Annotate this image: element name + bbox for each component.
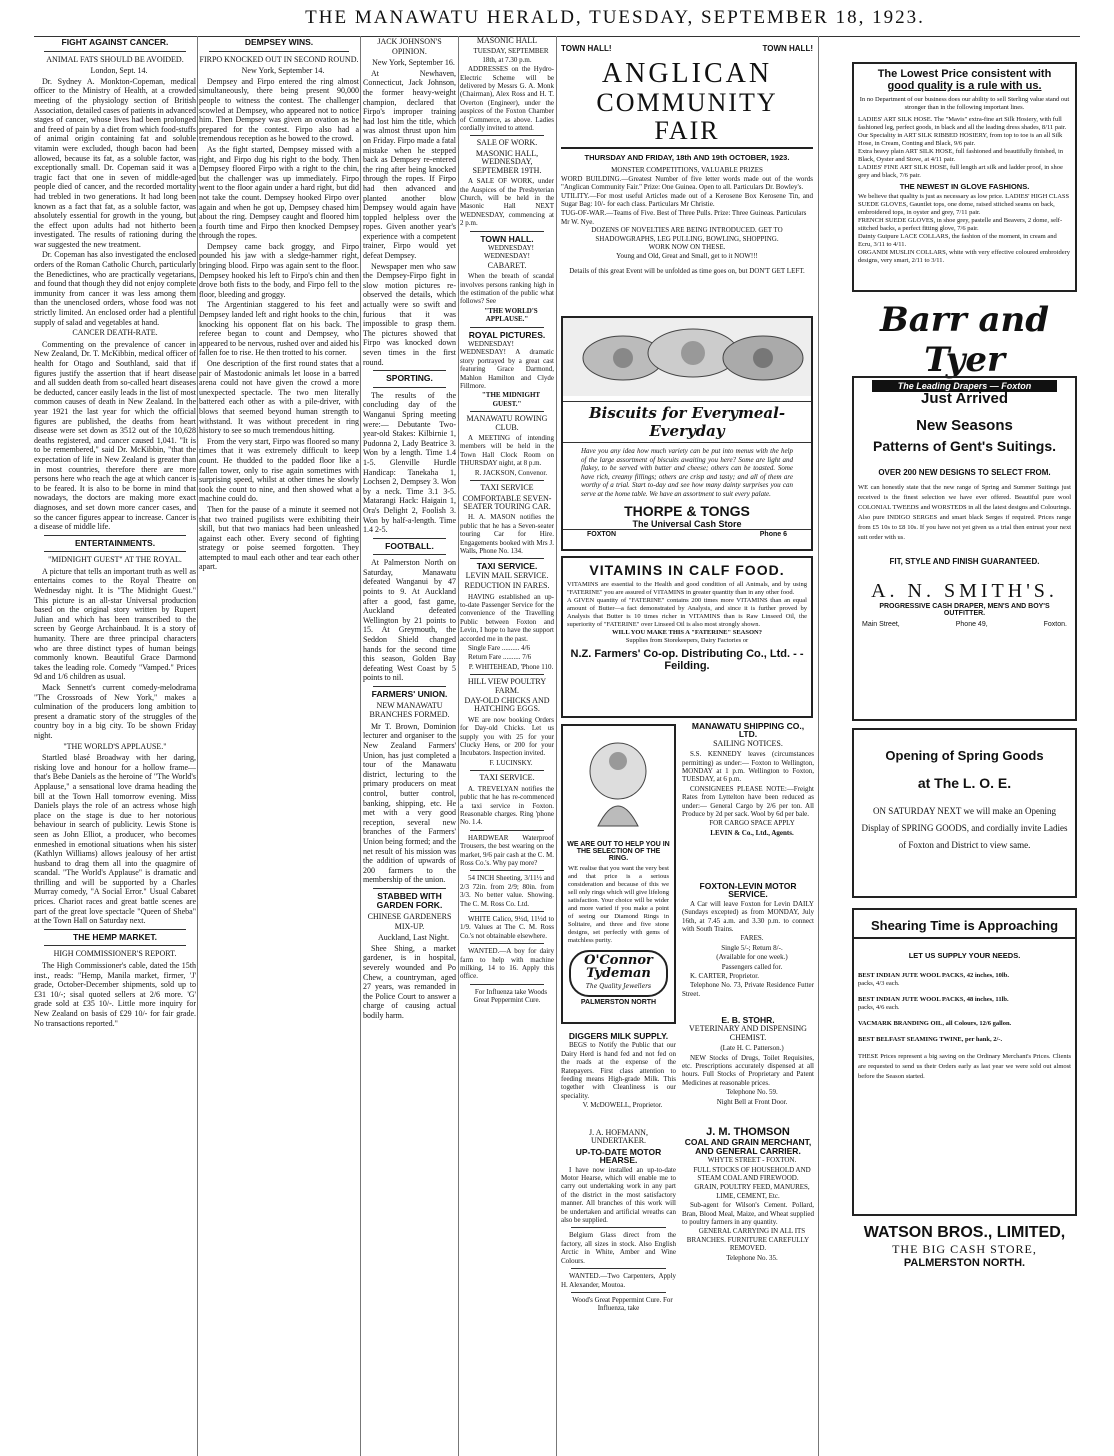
rule: [373, 686, 446, 687]
ad-title: New Seasons: [916, 417, 1013, 434]
article-body: The Argentinian staggered to his feet and Dempsey landed left and right hooks to the chin, knocking his opponent flat on his back. The referee began to count and Dempsey, who appeared to be nervous, rushed over and aided his fallen foe to rise. He then trotted to his corner.: [199, 300, 359, 358]
article-headline: ENTERTAINMENTS.: [74, 537, 156, 548]
ad-firm: N.Z. Farmers' Co-op. Distributing Co., Ltd. - - Feilding.: [570, 648, 804, 672]
notice-body: HARDWEAR Waterproof Trousers, the best wearing on the market, 9/6 pair cash at the C. M. Ross Co.'s. Why pay more?: [460, 833, 554, 867]
thomson-notice: [682, 1126, 814, 1446]
notice-title: LEVIN MAIL SERVICE.: [465, 570, 549, 580]
ad-item: LADIES' FINE ART SILK HOSE, full length art silk and ladder proof, in shoe grey and black, 7/6 pair.: [858, 164, 1063, 179]
foxton-levin-notice: [682, 880, 814, 1012]
ad-text: Supplies from Storekeepers, Dairy Factories or: [625, 637, 749, 644]
ad-title: at The L. O. E.: [917, 775, 1012, 791]
ad-subtitle: OVER 200 NEW DESIGNS TO SELECT FROM.: [878, 468, 1051, 477]
ad-title: good quality is a rule with us.: [887, 80, 1042, 92]
ad-text: WORD BUILDING.—Greatest Number of five letter words made out of the words "Anglican Community Fair." Prize: One Guinea. Open to all. Particulars Dr. Bowley's.: [561, 174, 813, 192]
notice-body: NEW Stocks of Drugs, Toilet Requisites, etc. Prescriptions accurately dispensed at all hours. Full Stocks of Proprietary and Patent Medicines at reasonable prices.: [682, 1053, 814, 1087]
logo-text: Tydeman: [586, 966, 651, 981]
ad-title: ANGLICAN: [601, 58, 773, 89]
notice-date: TUESDAY, SEPTEMBER 18th, at 7.30 p.m.: [473, 47, 549, 64]
barr-tyer-ad: [852, 62, 1077, 292]
rule: [373, 538, 446, 539]
notice-signature: P. WHITEHEAD, 'Phone 110.: [468, 662, 554, 671]
ad-title: COMMUNITY FAIR: [561, 89, 813, 149]
shop-street: Main Street,: [862, 621, 900, 628]
notice-title: MANAWATU ROWING CLUB.: [466, 414, 548, 432]
rule: [44, 535, 186, 536]
rule: [44, 929, 186, 930]
notice-body: WE are now booking Orders for Day-old Chicks. Let us supply you with 25 for your Clucky Hens, or 200 for your Incubators. Inspection invited.: [460, 715, 554, 758]
rule: [470, 135, 544, 136]
ad-dates: THURSDAY AND FRIDAY, 18th AND 19th OCTOBER, 1923.: [584, 153, 790, 162]
notice-body: S.S. KENNEDY leaves (circumstances permitting) as under:— Foxton to Wellington, MONDAY at 1 p.m. Wellington to Foxton, TUESDAY, at 6 p.m.: [682, 750, 814, 784]
column-4-classifieds: [460, 36, 554, 1456]
ad-text: TUG-OF-WAR.—Teams of Five. Best of Three Pulls. Prize: Three Guineas. Particulars Mr W. Nye.: [561, 208, 807, 226]
ad-item: BEST BELFAST SEAMING TWINE, per hank, 2/-.: [858, 1036, 1003, 1043]
masthead-title: THE MANAWATU HERALD, TUESDAY, SEPTEMBER 18, 1923.: [305, 7, 925, 28]
article-headline: SPORTING.: [386, 373, 433, 384]
ad-text: ON SATURDAY NEXT we will make an Opening Display of SPRING GOODS, and cordially invite Ladies of Foxton and District to view same.: [861, 806, 1068, 850]
notice-title: E. B. STOHR.: [721, 1015, 775, 1025]
notice-body: "THE WORLD'S APPLAUSE.": [484, 306, 538, 324]
article-subhead: NEW MANAWATU BRANCHES FORMED.: [369, 700, 450, 720]
ad-item: ORGANDI MUSLIN COLLARS, white with very effective coloured embroidery designs, very smart, 2/11 to 3/11.: [858, 249, 1070, 264]
shop-sub: The Universal Cash Store: [632, 518, 742, 529]
notice-title: MASONIC HALL, WEDNESDAY, SEPTEMBER 19TH.: [472, 148, 542, 175]
shop-sub: THE BIG CASH STORE,: [892, 1242, 1037, 1256]
notice-title: DAY-OLD CHICKS AND HATCHING EGGS.: [464, 696, 550, 714]
shipping-notice: [682, 720, 814, 878]
an-smith-ad: [852, 376, 1077, 721]
rule: [470, 327, 544, 328]
notice-title: TAXI SERVICE.: [479, 773, 535, 783]
vitamins-ad: [561, 556, 813, 718]
notice-body: Telephone No. 35.: [726, 1253, 778, 1262]
notice-body: WANTED.—Two Carpenters, Apply H. Alexander, Moutoa.: [561, 1272, 676, 1289]
notice-body: WHYTE STREET - FOXTON.: [707, 1156, 797, 1165]
article-headline: FIGHT AGAINST CANCER.: [61, 37, 169, 47]
ad-item: BEST INDIAN JUTE WOOL PACKS, 42 inches, 10lb.: [858, 972, 1009, 979]
notice-title: J. A. HOFMANN, UNDERTAKER.: [589, 1128, 648, 1146]
article-headline: FOOTBALL.: [385, 540, 434, 551]
notice-body: A Car will leave Foxton for Levin DAILY (Sundays excepted) as from MONDAY, July 16th, at 7.45 a.m. and 3.30 p.m. to connect with South Trains.: [682, 899, 814, 934]
notice-body: Belgium Glass direct from the factory, all sizes in stock. Also English Arctic in White, Amber and Wine Colours.: [561, 1231, 676, 1265]
ad-text: VITAMINS are essential to the Health and good condition of all Animals, and by using "FATERINE" you are assured of VITAMINS in greater quantity than in any other food.: [567, 581, 807, 596]
article-subhead: FIRPO KNOCKED OUT IN SECOND ROUND.: [199, 54, 359, 64]
notice-body: 54 INCH Sheeting, 3/11½ and 2/3 72in. from 2/9; 80in. from 3/3. No better value. Showing. The C. M. Ross Co. Ltd.: [460, 874, 554, 908]
logo-text: Barr and Tyer: [880, 300, 1049, 380]
article-headline: THE HEMP MARKET.: [73, 931, 157, 942]
notice-title: COAL AND GRAIN MERCHANT, AND GENERAL CARRIER.: [684, 1137, 812, 1156]
notice-body: Wood's Great Peppermint Cure. For Influenza, take: [572, 1295, 673, 1313]
article-body: Newspaper men who saw the Dempsey-Firpo fight in slow motion pictures re-observed the details, which actually were so swift and furious that it was impossible to grasp them. The pictures showed that Firpo was knocked down seven times in the first round.: [363, 261, 456, 367]
rule: [571, 1292, 666, 1293]
notice-body: Single 5/-; Return 8/-.: [721, 943, 783, 952]
rule: [470, 870, 544, 871]
ad-subtitle: LET US SUPPLY YOUR NEEDS.: [908, 951, 1021, 960]
column-divider: [818, 36, 819, 1456]
notice-body: GENERAL CARRYING IN ALL ITS BRANCHES. FURNITURE CAREFULLY REMOVED.: [686, 1227, 810, 1253]
rule: [373, 554, 446, 555]
ad-title: WE ARE OUT TO HELP YOU IN THE SELECTION OF THE RING.: [567, 841, 670, 862]
ad-title: Just Arrived: [921, 390, 1008, 407]
article-body: Dempsey came back groggy, and Firpo pounded his jaw with a sledge-hammer right, bringing blood. Firpo was again sent to the floor. Dempsey hooked his left to Firpo's chin and then drove both fists to the body, and Firpo fell to the floor, bleeding and groggy.: [199, 241, 359, 299]
jeweller-illustration: [563, 726, 674, 836]
logo-text: The Quality Jewellers: [585, 983, 652, 990]
ad-item: BEST INDIAN JUTE WOOL PACKS, 48 inches, 11lb.: [858, 996, 1009, 1003]
notice-body: FARES.: [740, 934, 764, 943]
ad-text: WE can honestly state that the new range of Spring and Summer Suitings just received is the finest selection we have ever offered. Beautiful pure wool COLONIAL TWEEDS and WORSTEDS in all the latest designs and Colourings. Also pure INDIGO SERGES and smart black Serges if required. Prices range from £5 10s to £8 10s. If you have not yet given us a trial then entrust your next suit order with us.: [858, 484, 1071, 541]
notice-body: Return Fare .......... 7/6: [468, 653, 532, 662]
watson-footer: [852, 1224, 1077, 1284]
ad-text: UTILITY.—For most useful Articles made out of a Kerosene Box Kerosene Tin, and Sugar Bag: 10/- for each class. Particulars Mr Christie.: [561, 191, 813, 209]
rule: [44, 945, 186, 946]
shop-name: THORPE & TONGS: [624, 502, 750, 519]
biscuit-tin-illustration: [563, 318, 811, 396]
ad-label: TOWN HALL!: [762, 44, 813, 53]
ad-item: Dainty Guipure LACE COLLARS, the fashion of the moment, in cream and Ecru, 3/11 to 4/11.: [858, 233, 1057, 248]
notice-title: HILL VIEW POULTRY FARM.: [467, 677, 547, 695]
ad-text: Have you any idea how much variety can be put into menus with the help of the large assortment of biscuits awaiting you here? Some are light and flakey, to be served with butter and cheese; others can be toasted. Some have rich, creamy fillings; others are crisp and tasty; and all of them are worthy of a trial. Start to-day and see how many dainty surprises you can serve at the home table. We have an assortment to suit every palate.: [581, 447, 793, 498]
rule: [571, 1227, 666, 1228]
notice-body: For Influenza take Woods Great Peppermint Cure.: [473, 987, 548, 1005]
notice-body: GRAIN, POULTRY FEED, MANURES, LIME, CEMENT, Etc.: [694, 1183, 810, 1200]
anglican-fair-ad: [561, 44, 813, 309]
article-subhead: HIGH COMMISSIONER'S REPORT.: [53, 949, 177, 959]
notice-body: Telephone No. 73, Private Residence Futter Street.: [682, 981, 814, 998]
rule: [44, 551, 186, 552]
diggers-milk-notice: [561, 1030, 676, 1126]
notice-body: When the breath of scandal involves persons ranking high in the estimation of the public what follows? See: [460, 272, 554, 306]
notice-title: CABARET.: [487, 260, 527, 270]
article-headline: FARMERS' UNION.: [371, 689, 448, 699]
notice-signature: F. LUCINSKY.: [489, 758, 533, 767]
ad-subtitle: FIT, STYLE AND FINISH GUARANTEED.: [889, 557, 1040, 566]
rule: [44, 51, 186, 52]
article-subhead: ANIMAL FATS SHOULD BE AVOIDED.: [46, 54, 184, 64]
notice-signature: LEVIN & Co., Ltd., Agents.: [710, 828, 794, 837]
shearing-ad: [852, 908, 1077, 1216]
notice-title: TOWN HALL.: [480, 233, 534, 244]
ad-label: TOWN HALL!: [561, 44, 612, 53]
ad-text: In no Department of our business does our ability to sell Sterling value stand out stronger than in the following important lines.: [859, 96, 1070, 111]
column-2: [199, 36, 359, 1456]
notice-body: (Late H. C. Patterson.): [720, 1044, 784, 1053]
notice-body: WEDNESDAY! WEDNESDAY! A dramatic story portrayed by a great cast featuring Grace Darmond, Mahlon Hamilton and Clyde Fillmore.: [460, 340, 554, 391]
ad-item: VACMARK BRANDING OIL, all Colours, 12/6 gallon.: [858, 1020, 1012, 1027]
notice-title: MASONIC HALL: [476, 36, 538, 45]
dateline: Auckland, Last Night.: [377, 933, 450, 943]
rule: [209, 51, 349, 52]
shop-name: WATSON BROS., LIMITED,: [863, 1224, 1066, 1241]
ad-title: Biscuits for Everymeal-Everyday: [563, 401, 811, 443]
barr-tyer-logo: [852, 300, 1077, 391]
article-body: Dr. Sydney A. Monkton-Copeman, medical officer to the Ministry of Health, at a crowded meeting of the physiology section of British Association, detailed cases of patients in advanced stages of cancer, whose lives had been prolonged and freed of pain by a diet from which food-stuffs of animal origin containing fat and soluble vitamin were excluded, though bacon had been allowed, because its fat, as a soluble factor, was exceptionally small. Dr. Copeman said it was a tragic fact that one in seven of middle-aged people died of cancer, and the recorded mortality had trebled in two generations. It had long been known as a fact that fat, as a soluble factor, was absolutely essential for growth in the young, but the effect upon adults had not hitherto been investigated. The results of rationing during the war suggested the new treatment.: [34, 76, 196, 249]
notice-title: TAXI SERVICE: [480, 483, 534, 493]
rule: [470, 231, 544, 232]
notice-title: ROYAL PICTURES.: [468, 329, 546, 340]
shop-phone: Phone 6: [759, 530, 787, 538]
notice-body: A MEETING of intending members will be held in the Town Hall Clock Room on THURSDAY night, at 8 p.m.: [460, 434, 554, 468]
shop-town: FOXTON: [587, 530, 617, 538]
ad-text: DOZENS OF NOVELTIES ARE BEING INTRODUCED. GET TO SHADOWGRAPHS, LEG PULLING, BOWLING, SHOPPING.: [591, 226, 783, 243]
article-subhead: "MIDNIGHT GUEST" AT THE ROYAL.: [48, 555, 182, 565]
rule: [470, 984, 544, 985]
notice-body: H. A. MASON notifies the public that he has a Seven-seater touring Car for Hire. Engagements booked with Mrs J. Walls, Phone No. 134.: [460, 513, 554, 555]
article-headline: DEMPSEY WINS.: [244, 37, 314, 47]
rule: [470, 674, 544, 675]
article-body: One description of the first round states that a pair of Mastodonic animals let loose in a barred arena could not have given the crowd a more unexpected spectacle. The two men literally battered each other as with a pile-driver, with blows that seemed beyond human strength to withstand. It was without precedent in ring history to see so much tremendous hitting.: [199, 359, 359, 436]
ad-text: WORK NOW ON THESE.: [648, 243, 726, 252]
article-body: A picture that tells an important truth as well as entertains comes to the Royal Theatre on Wednesday night. It is "The Midnight Guest." This picture is an all-star Universal production based on the original story written by Rupert Julian and which has been transcribed to the screen by George Archainbaud. It is a story of humanity. There are three principal characters who are three distinct types of human beings commonly known. Beautiful Grace Darmond takes the leading role. Comedy "Vamped." Prices 9d and 1/6 children as usual.: [34, 566, 196, 682]
biscuits-ad: [561, 316, 813, 551]
ad-text: Young and Old, Great and Small, get to it NOW!!!: [616, 251, 758, 260]
notice-body: WHITE Calico, 9½d, 11½d to 1/9. Values at The C. M. Ross Co.'s not obtainable elsewhere.: [460, 914, 554, 940]
notice-body: CONSIGNEES PLEASE NOTE:—Freight Rates from Lyttelton have been reduced as under:— General Cargo by 2/6 per ton. All Produce by 2d per sack. Wool by 6d per bale.: [682, 784, 814, 819]
ad-item: Our Speciality in ART SILK RIBBED HOSIERY, from top to toe is an all Silk Hose, in Cream, Conting and Black, 9/6 pair.: [858, 132, 1063, 147]
column-divider: [360, 36, 361, 1456]
ad-text: A GIVEN quantity of "FATERINE" contains 200 times more VITAMINS than an equal amount of Butter—a fact demonstrated by Analysis, and since it is further proved by Analysis that Butter is 10 times richer in VITAMINS than is Raw Linseed Oil, the superiority of "FATERINE" over Linseed Oil is also most strongly shown.: [567, 597, 807, 628]
notice-title: VETERINARY AND DISPENSING CHEMIST.: [689, 1024, 807, 1042]
article-body: From the very start, Firpo was floored so many times that it was extremely difficult to keep count. He thudded to the padded floor like a fallen tower, only to rise again sometimes with surprising speed, whilst at other times he slowly took the count to nine, and then showed what a machine could do.: [199, 436, 359, 504]
jeweller-logo: [569, 950, 668, 997]
notice-body: A SALE OF WORK, under the Auspices of the Presbyterian Church, will be held in the Masonic Hall NEXT WEDNESDAY, commencing at 2 p.m.: [460, 177, 554, 228]
article-body: Shee Shing, a market gardener, is in hospital, severely wounded and Po Chew, a countryman, aged 27 years, was remanded in the Police Court to answer a charge of causing actual bodily harm.: [363, 943, 456, 1020]
rule: [470, 411, 544, 412]
notice-signature: V. McDOWELL, Proprietor.: [582, 1101, 663, 1110]
article-body: Commenting on the prevalence of cancer in New Zealand, Dr. T. McKibbin, medical officer of health for Otago and Southland, said that if figures justify the assertion that if heart disease and all sudden death from so-called heart diseases be deducted, cancer easily leads in the list of most common causes of death in New Zealand. In the year 1921 the last year for which the official figures are published, the deaths from heart disease were set down as 3512 out of the 10,628 deaths registered, and cancer caused 1,041. "It is to be remembered," said Dr. McKibbin, "that the expectation of life in New Zealand is greater than in most countries, therefore there are more persons here who reach the age at which cancer is to be feared. It is also to be borne in mind that nowadays, the doctors are making more exact diagnoses, and set down more cancer cases, and so the cancer figures appear to increase. Cancer is a disease of middle life.: [34, 339, 196, 532]
article-subhead: CANCER DEATH-RATE.: [72, 328, 158, 338]
ad-price: packs, 4/3 each.: [858, 980, 900, 987]
logo-tagline: The Leading Drapers — Foxton: [872, 380, 1057, 392]
notice-body: Single Fare .......... 4/6: [468, 644, 531, 652]
ad-title: Shearing Time is Approaching: [870, 918, 1059, 933]
column-1: [34, 36, 196, 1456]
shop-phone: Phone 49,: [955, 621, 988, 628]
hofmann-notice: [561, 1128, 676, 1428]
ad-item: LADIES' ART SILK HOSE. The "Mavis" extra-fine art Silk Hosiery, with full fashioned leg, perfect goods, in black and all the leading dress shades, 8/11 pair.: [858, 116, 1067, 131]
notice-body: Telephone No. 59.: [726, 1088, 778, 1097]
rule: [470, 558, 544, 559]
notice-title: SALE OF WORK.: [476, 138, 538, 148]
notice-title: UP-TO-DATE MOTOR HEARSE.: [575, 1146, 662, 1166]
notice-title: TAXI SERVICE.: [476, 561, 538, 572]
ad-title: Patterns of Gent's Suitings.: [872, 438, 1057, 454]
notice-body: Sub-agent for Wilson's Cement. Pollard, Bran, Blood Meal, Maize, and Wheat supplied to poultry farmers in any quantity.: [682, 1201, 814, 1227]
article-body: As the fight started, Dempsey missed with a right, and Firpo dug his right to the body. Then Dempsey floored Firpo with a right to the chin, but the challenger was up immediately. Firpo went to the floor again under a hard right, but did not take the count. Dempsey hooked Firpo over again and when he got up, Dempsey chased him about the ring. Dempsey caught and floored him a fourth time and Firpo then knocked Dempsey through the ropes.: [199, 144, 359, 241]
notice-title: COMFORTABLE SEVEN-SEATER TOURING CAR.: [462, 493, 552, 511]
rule: [470, 830, 544, 831]
notice-body: ADDRESSES on the Hydro-Electric Scheme will be delivered by Messrs G. A. Monk (Chairman), Alex Ross and H. T. Overton (Engineer), under the auspices of the Foxton Chamber of Commerce, as above. Ladies cordially invited to attend.: [460, 65, 554, 133]
notice-title: MANAWATU SHIPPING CO., LTD.: [691, 721, 805, 740]
notice-body: I have now installed an up-to-date Motor Hearse, which will enable me to carry out undertaking work in any part of the district in the most satisfactory manner. All branches of this work will be undertaken and artificial wreaths can also be supplied.: [561, 1165, 676, 1225]
notice-body: Night Bell at Front Door.: [716, 1097, 788, 1106]
shop-name: A. N. SMITH'S.: [871, 580, 1058, 602]
ad-price: packs, 4/6 each.: [858, 1004, 900, 1011]
notice-signature: R. JACKSON, Convenor.: [474, 468, 548, 477]
rule: [571, 1268, 666, 1269]
masthead: [0, 0, 1114, 36]
dateline: London, Sept. 14.: [90, 66, 148, 76]
article-body: At Palmerston North on Saturday, Manawatu defeated Wanganui by 47 points to 9. At Auckland after a good, fast game, Auckland defeated Wellington by 21 points to 15. At Greymouth, the Seddon Shield changed hands for the second time this season, Golden Bay defeating West Coast by 5 points to nil.: [363, 558, 456, 683]
shop-sub: PROGRESSIVE CASH DRAPER, MEN'S AND BOY'S OUTFITTER.: [879, 603, 1050, 617]
notice-title: DIGGERS MILK SUPPLY.: [568, 1031, 669, 1041]
rule: [470, 943, 544, 944]
notice-body: WANTED.—A boy for dairy farm to help with machine milking, 14 to 16. Apply this office.: [460, 947, 554, 981]
notice-signature: K. CARTER, Proprietor.: [690, 972, 759, 981]
ad-item: Extra heavy plain ART SILK HOSE, full fashioned and beautifully finished, in Black, Oyster and Stove, at 4/11 pair.: [858, 148, 1064, 163]
notice-title: SAILING NOTICES.: [713, 738, 783, 748]
notice-body: (Available for one week.): [716, 953, 788, 962]
ad-text: WILL YOU MAKE THIS A "FATERINE" SEASON?: [611, 629, 762, 636]
article-body: Mr T. Brown, Dominion lecturer and organiser to the New Zealand Farmers' Union, has just completed a tour of the Manawatu district, lecturing to the primary producers on meat control, butter control, banking, shipping, etc. He met with a very good reception, several new branches of the Farmers' Union being formed; and the net result of his mission was the addition of upwards of 200 farmers to the membership of the union.: [363, 721, 456, 885]
article-body: Dempsey and Firpo entered the ring almost simultaneously, there being present 90,000 people to witness the contest. The challenger scowled at Dempsey, who appeared not to notice him. Then Dempsey was given an ovation as he prepared for the contest. Firpo also had a tremendous reception as he bowed to the crowd.: [199, 76, 359, 144]
article-body: The High Commissioner's cable, dated the 15th inst., reads: "Hemp, Manila market, firmer, 'J' grade, October-December shipments, sold up to £31 10/-; sisal quoted sellers at 2/6 more. 'G' grade sold at £35 10/-. Little more inquiry for New Zealand on basis of £29 10/- for fair grade. No transactions reported.": [34, 961, 196, 1028]
rule: [373, 888, 446, 889]
article-body: The results of the concluding day of the Wanganui Spring meeting were:— Debutante Two-year-old Stakes: Kilbirnie 1, Pudonna 2, Lady Beatrice 3. Won by a length. Time 1.4 1-5. Glenville Hurdle Handicap: Tanekaha 1, Lochsen 2, Dempsey 3. Won by a neck. Time 3.1 3-5. Matarangi Hack: Haigain 1, Ora's Delight 2, Foolish 3. Won by half-a-length. Time 1.4 2-5.: [363, 390, 456, 535]
notice-title: J. M. THOMSON: [706, 1126, 790, 1138]
ad-subtitle: THE NEWEST IN GLOVE FASHIONS.: [899, 182, 1030, 191]
article-body: Startled blasé Broadway with her daring, risking love and honour for a hollow frame—that's Bebe Daniels as the heroine of "The World's Applause," a sensational love drama heading the bill at the Town Hall tomorrow evening. Miss Daniels plays the role of an actress whose high place on the stage is due to her notorious behaviour in search of publicity. Lewis Stone is seen as John Elliot, a producer, who becomes enmeshed in emotional situations when his sister (Kathlyn Williams) allows jealousy of her artist husband to drag them all into the quagmire of scandal. "The World's Applause" is dramatic and thrilling and will be supported by a Charles Murray comedy, "A Social Error." Usual Cabaret prices. Chariot races and great battle scenes are part of the great love spectacle "Queen of Sheba" at the Town Hall on Saturday next.: [34, 753, 196, 926]
rule: [373, 370, 446, 371]
column-divider: [197, 36, 198, 1456]
article-subhead: JACK JOHNSON'S OPINION.: [377, 37, 442, 56]
notice-body: BEGS to Notify the Public that our Dairy Herd is hand fed and not fed on the roads at the expense of the Ratepayers. First class attention to feeding means High-grade Milk. This together with Cleanliness is our speciality.: [561, 1041, 676, 1100]
rule: [470, 770, 544, 771]
notice-body: FOR CARGO SPACE APPLY: [709, 819, 795, 828]
article-headline: STABBED WITH GARDEN FORK.: [376, 890, 443, 911]
notice-body: FULL STOCKS OF HOUSEHOLD AND STEAM COAL AND FIREWOOD.: [693, 1165, 811, 1183]
jeweller-town: PALMERSTON NORTH: [580, 999, 657, 1006]
ad-text: THESE Prices represent a big saving on the Ordinary Merchant's Prices. Clients are requested to send us their Orders early as last year we were sold out almost before the Season started.: [858, 1053, 1071, 1080]
article-body: At Newhaven, Connecticut, Jack Johnson, the former heavy-weight champion, declared that Firpo's improper training had lost him the title, which was almost thrust upon him on Friday. Firpo made a fatal mistake when he stepped back as Dempsey re-entered the ring after being knocked through the ropes. If Firpo had then advanced and planted another blow Dempsey would again have toppled helpless over the ropes. Given another year's experience with a competent trainer, Firpo would yet defeat Dempsey.: [363, 68, 456, 261]
column-3: [363, 36, 456, 1456]
loe-ad: [852, 728, 1077, 898]
oconnor-tydeman-ad: [561, 724, 676, 1024]
dateline: New York, September 14.: [241, 66, 325, 76]
logo-text: O'Connor: [584, 953, 653, 968]
article-body: Dr. Copeman has also investigated the enclosed orders of the Roman Catholic Church, particularly the Benedictines, who are practically vegetarians, and found that though they did not enjoy complete immunity from cancer it was less among them than the unenclosed orders, whose food was not strictly limited. An enclosed order had a plentiful supply of salad and vegetables at hand.: [34, 250, 196, 327]
dateline: New York, September 16.: [372, 58, 455, 68]
ad-title: Opening of Spring Goods: [885, 748, 1044, 763]
rule: [373, 387, 446, 388]
article-body: Mack Sennett's current comedy-melodrama "The Crossroads of New York," makes a culmination of the producers long ambition to present a dramatic story of the struggles of the country boy in a big city. To be shown Friday night.: [34, 683, 196, 740]
rule: [470, 911, 544, 912]
ad-title: VITAMINS IN CALF FOOD.: [589, 562, 785, 578]
ad-item: We believe that quality is just as necessary as low price. LADIES' HIGH CLASS SUEDE GLOVES, Gauntlet tops, one dome, raised stitched seams on back, embroidered tops, in oyster and grey, 7/11 pair.: [858, 193, 1070, 216]
notice-body: Passengers called for.: [721, 962, 783, 971]
ad-text: WE realise that you want the very best and that price is a serious consideration and because of this we sell only rings which will give lifelong satisfaction. Your choice will be wider and more varied if you make a point of seeing our Diamond Rings in Solitaire, and three and five stone designs, set perfectly with gems of matchless purity.: [568, 865, 669, 944]
notice-title: REDUCTION IN FARES.: [464, 581, 550, 591]
notice-body: A. TREVELYAN notifies the public that he has re-commenced a taxi service in Foxton. Reasonable charges. Ring 'phone No. 1.4.: [460, 784, 554, 827]
article-subhead: CHINESE GARDENERS MIX-UP.: [367, 912, 452, 931]
ad-text: Details of this great Event will be unfolded as time goes on, but DON'T GET LEFT.: [569, 266, 805, 275]
stohr-notice: [682, 1014, 814, 1124]
ad-text: MONSTER COMPETITIONS, VALUABLE PRIZES: [611, 166, 763, 174]
article-subhead: "THE WORLD'S APPLAUSE.": [63, 741, 167, 751]
notice-body: WEDNESDAY! WEDNESDAY!: [483, 243, 535, 261]
notice-body: "THE MIDNIGHT GUEST.": [481, 391, 541, 408]
column-divider: [556, 36, 557, 1456]
shop-town: Foxton.: [1043, 621, 1067, 628]
ad-title: The Lowest Price consistent with: [877, 68, 1052, 80]
notice-body: HAVING established an up-to-date Passenger Service for the convenience of the Travelling Public between Foxton and Levin, I hope to have the support accorded me in the past.: [460, 592, 554, 643]
rule: [470, 480, 544, 481]
column-divider: [458, 36, 459, 1456]
shop-town: PALMERSTON NORTH.: [903, 1257, 1026, 1269]
ad-item: FRENCH SUEDE GLOVES, in shoe grey, pastelle and Beavers, 2 dome, self-stitched backs, a perfect fitting glove, 7/6 pair.: [858, 217, 1063, 232]
notice-title: FOXTON-LEVIN MOTOR SERVICE.: [699, 881, 797, 900]
article-body: Then for the pause of a minute it seemed not that two trained pugilists were exhibiting their skill, but that two maniacs had been unleashed against each other. Every second of fighting strategy or poise seemed forgotten. They attempted to maul each other and tear each other apart.: [199, 504, 359, 572]
